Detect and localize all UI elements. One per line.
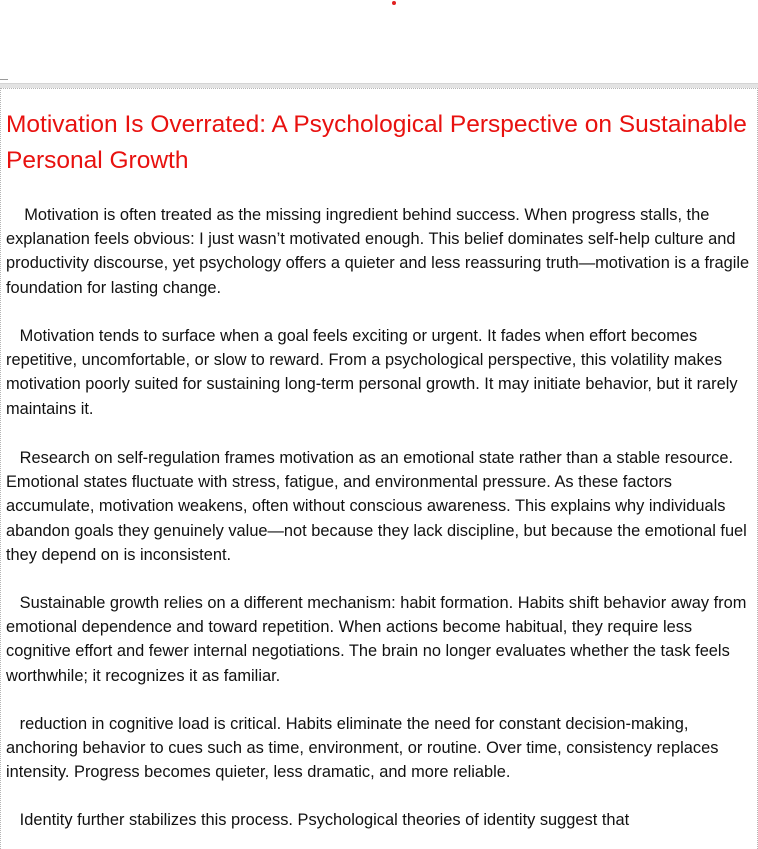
document-title: Motivation Is Overrated: A Psychological Perspective on Sustainable Personal Growth: [6, 111, 747, 174]
paragraph-3: Research on self-regulation frames motivation as an emotional state rather than a stable resource. Emotional states fluctuate with stress, fatigue, and environmental pressure. As these factors accumulate, motivation weakens, often without conscious awareness. This explains why individuals abandon goals they genuinely value—not because they lack discipline, but because the emotional fuel they depend on is inconsistent.: [6, 449, 752, 564]
document-page[interactable]: [0, 88, 758, 849]
paragraph-6: Identity further stabilizes this process. Psychological theories of identity suggest that: [6, 811, 630, 829]
paragraph-4: Sustainable growth relies on a different mechanism: habit formation. Habits shift behavior away from emotional dependence and toward repetition. When actions become habitual, they require less cognitive effort and fewer internal negotiations. The brain no longer evaluates whether the task feels worthwhile; it recognizes it as familiar.: [6, 594, 751, 685]
red-marker-dot: [392, 1, 396, 5]
top-blank-area: [0, 0, 758, 83]
paragraph-2: Motivation tends to surface when a goal feels exciting or urgent. It fades when effort becomes repetitive, uncomfortable, or slow to reward. From a psychological perspective, this volatility makes motivation poorly suited for sustaining long-term personal growth. It may initiate behavior, but it rarely maintains it.: [6, 327, 743, 418]
paragraph-1: Motivation is often treated as the missing ingredient behind success. When progress stalls, the explanation feels obvious: I just wasn’t motivated enough. This belief dominates self-help culture and productivity discourse, yet psychology offers a quieter and less reassuring truth—motivation is a fragile foundation for lasting change.: [6, 206, 754, 297]
paragraph-5: reduction in cognitive load is critical. Habits eliminate the need for constant decision-making, anchoring behavior to cues such as time, environment, or routine. Over time, consistency replaces intensity. Progress becomes quieter, less dramatic, and more reliable.: [6, 715, 723, 782]
